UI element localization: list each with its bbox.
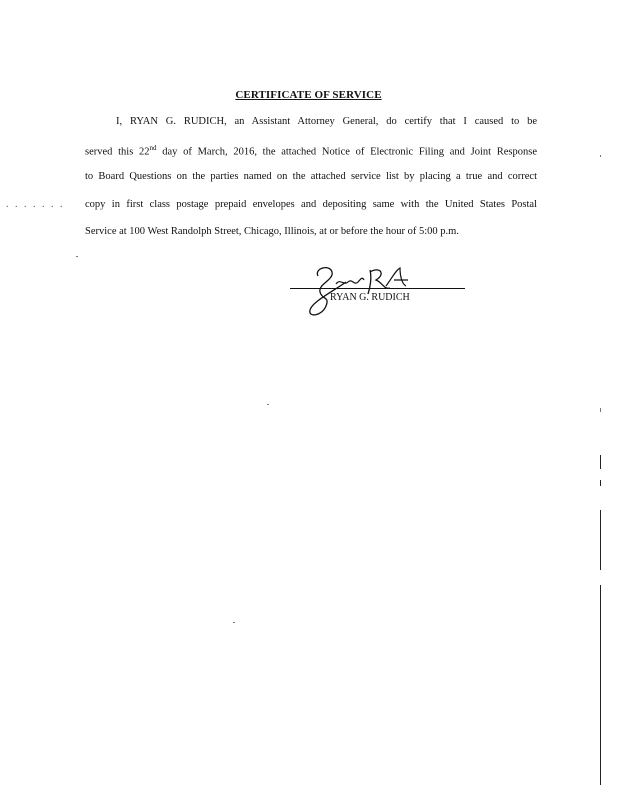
body-line-2 xyxy=(85,144,537,158)
signature-line xyxy=(290,288,465,289)
scan-speck xyxy=(76,256,78,257)
margin-dots: . . . . . . . xyxy=(6,199,65,210)
scan-edge-mark xyxy=(600,510,601,570)
scan-edge-mark xyxy=(600,455,601,469)
scan-edge-mark xyxy=(600,585,601,785)
handwritten-signature xyxy=(296,262,426,320)
body-line-4: copy in first class postage prepaid envelopes and depositing same with the United States Postal xyxy=(85,199,537,210)
body-line-3: to Board Questions on the parties named on the attached service list by placing a true and correct xyxy=(85,171,537,182)
signer-name: RYAN G. RUDICH xyxy=(330,292,410,303)
page-title: CERTIFICATE OF SERVICE xyxy=(235,89,382,101)
scan-speck xyxy=(600,155,601,157)
body-line-1: I, RYAN G. RUDICH, an Assistant Attorney General, do certify that I caused to be xyxy=(116,116,537,127)
body-line-5: Service at 100 West Randolph Street, Chicago, Illinois, at or before the hour of 5:00 p.m. xyxy=(85,226,459,237)
scan-speck xyxy=(600,408,601,412)
scan-speck xyxy=(267,404,269,405)
scan-speck xyxy=(233,622,235,623)
body-line-2-rest: day of March, 2016, the attached Notice of Electronic Filing and Joint Response xyxy=(162,146,537,158)
body-line-2-prefix: served this 22 xyxy=(85,146,150,158)
ordinal-superscript: nd xyxy=(149,144,157,152)
scan-edge-mark xyxy=(600,480,601,486)
